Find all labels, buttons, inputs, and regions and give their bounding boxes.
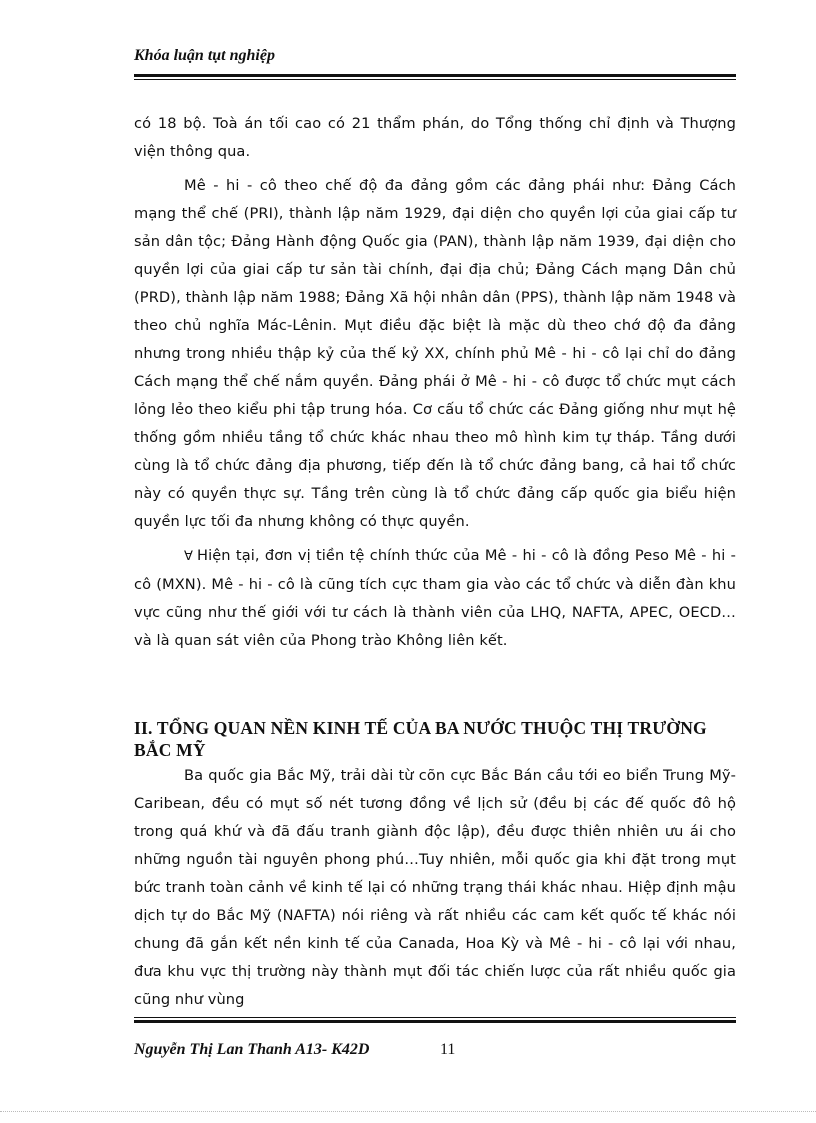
paragraph-currency-text: Hiện tại, đơn vị tiền tệ chính thức của Mê - hi - cô là đồng Peso Mê - hi - cô (MXN). Mê - hi - cô là cũng tích cực tham gia vào các tổ chức và diễn đàn khu vực cũng như thế giới với tư cách là thành viên của LHQ, NAFTA, APEC, OECD…và là quan sát viên của Phong trào Không liên kết. <box>134 547 736 649</box>
paragraph-currency <box>134 542 736 655</box>
page-number: 11 <box>440 1041 456 1058</box>
body-block-bottom <box>134 762 736 1014</box>
body-block-top <box>134 110 736 655</box>
footer-rule-thick <box>134 1020 736 1023</box>
footer-rule-thin <box>134 1017 736 1018</box>
section-heading: II. TỔNG QUAN NỀN KINH TẾ CỦA BA NƯỚC THUỘC THỊ TRƯỜNG BẮC MỸ <box>134 718 707 760</box>
header-rule-thick <box>134 74 736 77</box>
page-bottom-edge <box>0 1111 816 1112</box>
page-header-title: Khóa luận tụt nghiệp <box>134 47 275 64</box>
bullet-symbol: ∀ <box>184 549 193 564</box>
header-rule-thin <box>134 79 736 80</box>
paragraph-north-america-overview: Ba quốc gia Bắc Mỹ, trải dài từ cõn cực Bắc Bán cầu tới eo biển Trung Mỹ-Caribean, đều có mụt số nét tương đồng về lịch sử (đều bị các đế quốc đô hộ trong quá khứ và đã đấu tranh giành độc lập), đều được thiên nhiên ưu ái cho những nguồn tài nguyên phong phú…Tuy nhiên, mỗi quốc gia khi đặt trong mụt bức tranh toàn cảnh về kinh tế lại có những trạng thái khác nhau. Hiệp định mậu dịch tự do Bắc Mỹ (NAFTA) nói riêng và rất nhiều các cam kết quốc tế khác nói chung đã gắn kết nền kinh tế của Canada, Hoa Kỳ và Mê - hi - cô lại với nhau, đưa khu vực thị trường này thành mụt đối tác chiến lược của rất nhiều quốc gia cũng như vùng <box>134 767 736 1008</box>
paragraph-political-parties: Mê - hi - cô theo chế độ đa đảng gồm các đảng phái như: Đảng Cách mạng thể chế (PRI), thành lập năm 1929, đại diện cho quyền lợi của giai cấp tư sản dân tộc; Đảng Hành động Quốc gia (PAN), thành lập năm 1939, đại diện cho quyền lợi của giai cấp tư sản tài chính, đại địa chủ; Đảng Cách mạng Dân chủ (PRD), thành lập năm 1988; Đảng Xã hội nhân dân (PPS), thành lập năm 1948 và theo chủ nghĩa Mác-Lênin. Mụt điều đặc biệt là mặc dù theo chớ độ đa đảng nhưng trong nhiều thập kỷ của thế kỷ XX, chính phủ Mê - hi - cô lại chỉ do đảng Cách mạng thể chế nắm quyền. Đảng phái ở Mê - hi - cô được tổ chức mụt cách lỏng lẻo theo kiểu phi tập trung hóa. Cơ cấu tổ chức các Đảng giống như mụt hệ thống gồm nhiều tầng tổ chức khác nhau theo mô hình kim tự tháp. Tầng dưới cùng là tổ chức đảng địa phương, tiếp đến là tổ chức đảng bang, cả hai tổ chức này có quyền thực sự. Tầng trên cùng là tổ chức đảng cấp quốc gia biểu hiện quyền lực tối đa nhưng không có thực quyền. <box>134 177 736 530</box>
paragraph-continuation: có 18 bộ. Toà án tối cao có 21 thẩm phán, do Tổng thống chỉ định và Thượng viện thông qua. <box>134 115 736 160</box>
footer-author: Nguyễn Thị Lan Thanh A13- K42D <box>134 1041 370 1058</box>
